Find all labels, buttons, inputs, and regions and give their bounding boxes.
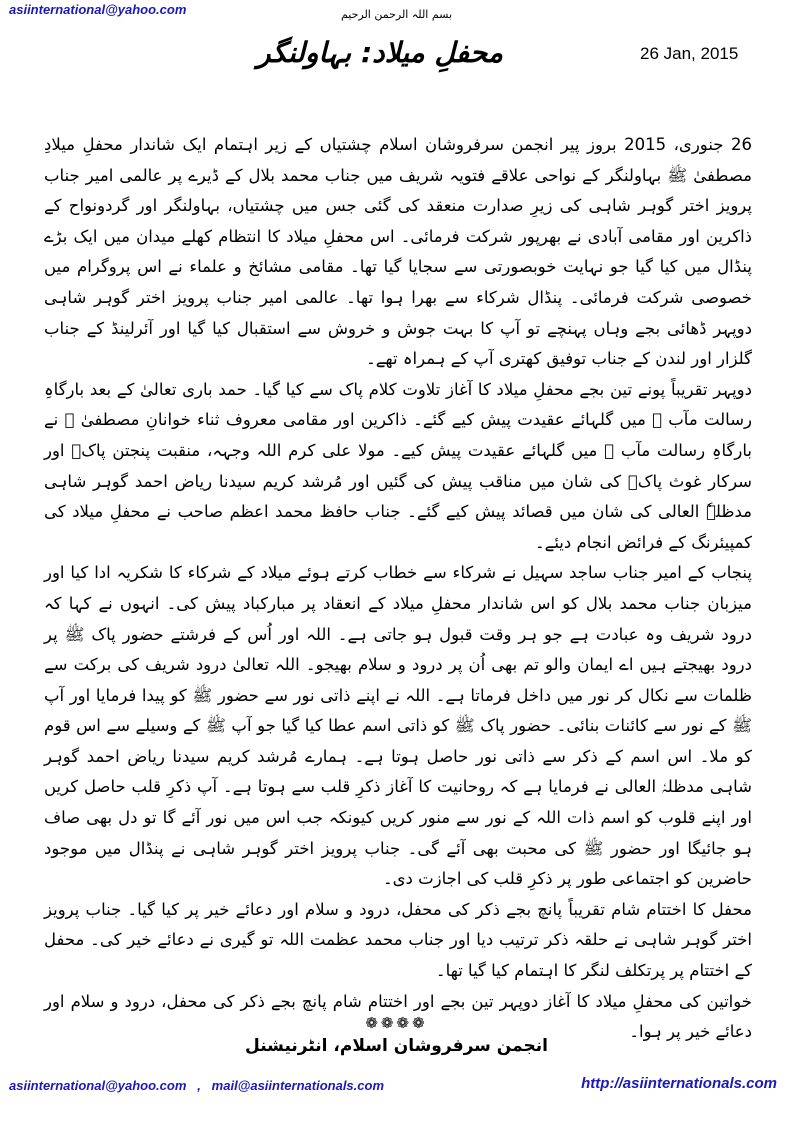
paragraph-1: 26 جنوری، 2015 بروز پیر انجمن سرفروشان اسلام چشتیاں کے زیر اہتمام ایک شاندار محفلِ میلادِ مصطفیٰ ﷺ بہاولنگر کے نواحی علاقے فتویہ شریف میں جناب محمد بلال کے ڈیرے پر عالمی امیر جناب پرویز اختر گوہر شاہی کی زیرِ صدارت منعقد کی گئی جس میں چشتیاں، بہاولنگر اور گردونواح کے ذاکرین اور مقامی آبادی نے بھرپور شرکت فرمائی۔ اس محفلِ میلاد کا انتظام کھلے میدان میں ایک بڑے پنڈال میں کیا گیا جو نہایت خوبصورتی سے سجایا گیا تھا۔ مقامی مشائخ و علماء نے اس پروگرام میں خصوصی شرکت فرمائی۔ پنڈال شرکاء سے بھرا ہوا تھا۔ عالمی امیر جناب پرویز اختر گوہر شاہی دوپہر ڈھائی بجے وہاں پہنچے تو آپ کا بہت جوش و خروش سے استقبال کیا گیا اور آئرلینڈ کے جناب گلزار اور لندن کے جناب توفیق کھتری آپ کے ہمراہ تھے۔ — [44, 135, 752, 369]
organization-name: انجمن سرفروشان اسلام، انٹرنیشنل — [245, 1036, 548, 1056]
decorative-stars: ❁❁❁❁ — [365, 1014, 428, 1032]
bismillah-text: بسم اللہ الرحمن الرحیم — [340, 8, 453, 21]
paragraph-4: محفل کا اختتام شام تقریباً پانچ بجے ذکر کی محفل، درود و سلام اور دعائے خیر پر کیا گیا۔ جناب پرویز اختر گوہر شاہی نے حلقہ ذکر ترتیب دیا اور جناب محمد عظمت اللہ تو گیری نے دعائے خیر کی۔ محفل کے اختتام پر پرتکلف لنگر کا اہتمام کیا گیا تھا۔ — [44, 899, 752, 981]
publish-date: 26 Jan, 2015 — [640, 44, 739, 63]
footer-emails[interactable]: asiinternational@yahoo.com , mail@asiinternationals.com — [9, 1078, 385, 1093]
header-email[interactable]: asiinternational@yahoo.com — [9, 2, 187, 17]
article-body — [44, 130, 752, 1048]
paragraph-3: پنجاب کے امیر جناب ساجد سہیل نے شرکاء سے خطاب کرتے ہوئے میلاد کے شرکاء کا شکریہ ادا کیا اور میزبان جناب محمد بلال کو اس شاندار محفلِ میلاد کے انعقاد پر مبارکباد پیش کی۔ انہوں نے کہا کہ درود شریف وہ عبادت ہے جو ہر وقت قبول ہو جاتی ہے۔ اللہ اور اُس کے فرشتے حضور پاک ﷺ پر درود بھیجتے ہیں اے ایمان والو تم بھی اُن پر درود و سلام بھیجو۔ اللہ تعالیٰ درود شریف کی برکت سے ظلمات سے نکال کر نور میں داخل فرماتا ہے۔ اللہ نے اپنے ذاتی نور سے حضور ﷺ کو پیدا فرمایا اور آپ ﷺ کے نور سے کائنات بنائی۔ حضور پاک ﷺ کو ذاتی اسم عطا کیا گیا جو آپ ﷺ کے وسیلے سے اس قوم کو ملا۔ اس اسم کے ذکر سے ذاتی نور حاصل ہوتا ہے۔ ہمارے مُرشد کریم سیدنا ریاض احمد گوہر شاہی مدظلہٗ العالی نے فرمایا ہے کہ روحانیت کا آغاز ذکرِ قلب سے ہوتا ہے۔ آپ ذکرِ قلب حاصل کریں اور اپنے قلوب کو اسم ذات اللہ کے نور سے منور کریں کیونکہ جب اس میں نور آئے گا تو دل بھی صاف ہو جائیگا اور حضور ﷺ کی محبت بھی آئے گی۔ جناب پرویز اختر گوہر شاہی نے پنڈال میں موجود حاضرین کو اجتماعی طور پر ذکرِ قلب کی اجازت دی۔ — [44, 563, 752, 889]
paragraph-2: دوپہر تقریباً پونے تین بجے محفلِ میلاد کا آغاز تلاوت کلام پاک سے کیا گیا۔ حمد باری تعالیٰ کے بعد بارگاہِ رسالت مآب ﷺ میں گلہائے عقیدت پیش کیے گئے۔ ذاکرین اور مقامی معروف ثناء خوانانِ مصطفیٰ ﷺ نے بارگاہِ رسالت مآب ﷺ میں گلہائے عقیدت پیش کیے۔ مولا علی کرم اللہ وجہہ، منقبت پنجتن پاکؑ اور سرکار غوث پاکؒ کی شان میں مناقب پیش کی گئیں اور مُرشد کریم سیدنا ریاض احمد گوہر شاہی مدظلہٗ العالی کی شان میں قصائد پیش کیے گئے۔ جناب حافظ محمد اعظم صاحب نے محفلِ میلاد کی کمپیئرنگ کے فرائض انجام دیئے۔ — [44, 379, 752, 552]
page-title: محفلِ میلاد: بہاولنگر — [257, 36, 503, 69]
paragraph-5: خواتین کی محفلِ میلاد کا آغاز دوپہر تین بجے اور اختتام شام پانچ بجے ذکر کی محفل، درود و سلام اور دعائے خیر پر ہوا۔ — [44, 991, 752, 1042]
website-link[interactable]: http://asiinternationals.com — [581, 1075, 777, 1092]
